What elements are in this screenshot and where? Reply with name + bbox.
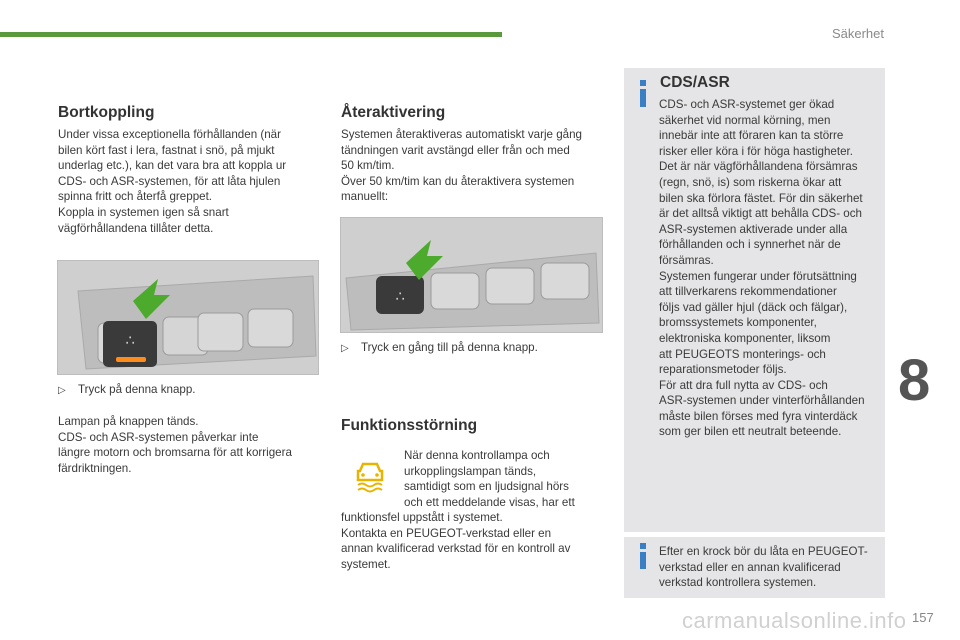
ateraktivering-bullet-text: Tryck en gång till på denna knapp. <box>361 341 538 354</box>
section-title: Säkerhet <box>831 26 884 41</box>
bortkoppling-bullet-text: Tryck på denna knapp. <box>78 383 196 396</box>
button-photo-right <box>340 217 603 333</box>
bortkoppling-body: Under vissa exceptionella förhållanden (när bilen kört fast i lera, fastnat i snö, på mjukt underlag etc.), kan det vara bra att koppla ur CDS- och ASR-systemen, för att låta hjulen spinna fritt och återfå greppet. Koppla in systemen igen så snart vägförhållandena tillåter detta. <box>58 128 287 235</box>
esp-warning-icon <box>352 457 388 493</box>
funktionsstorning-body-right: När denna kontrollampa och urkopplingslampan tänds, samtidigt som en ljudsignal hörs och ett meddelande visas, har ett <box>404 449 575 509</box>
page-number: 157 <box>912 610 934 625</box>
funktionsstorning-body: funktionsfel uppstått i systemet. Kontakta en PEUGEOT-verkstad eller en annan kvalificerad verkstad för en kontroll av systemet. <box>341 511 571 571</box>
svg-text:∴: ∴ <box>125 333 135 349</box>
cds-asr-title: CDS/ASR <box>660 74 730 91</box>
bortkoppling-title: Bortkoppling <box>58 104 155 121</box>
ateraktivering-bullet <box>341 341 538 354</box>
funktionsstorning-title: Funktionsstörning <box>341 417 478 434</box>
info-icon-bar <box>640 552 646 569</box>
cds-asr-body: CDS- och ASR-systemet ger ökad säkerhet vid normal körning, men innebär inte att föraren kan ta större risker eller köra i för höga hastigheter. Det är när vägförhållandena försämras (regn, snö, is) som riskerna ökar att bilen ska förlora fästet. För din säkerhet är det alltså viktigt att behålla CDS- och ASR-systemen aktiverade under alla förhållanden och i synnerhet när de försämras. Systemen fungerar under förutsättning att tillverkarens rekommendationer följs vad gäller hjul (däck och fälgar), bromssystemets komponenter, elektroniska komponenter, liksom att PEUGEOTS monterings- och reparationsmetoder följs. För att dra full nytta av CDS- och ASR-systemen under vinterförhållanden måste bilen förses med fyra vinterdäck som ger bilen ett neutralt beteende. <box>659 98 865 439</box>
ateraktivering-title: Återaktivering <box>341 104 446 121</box>
watermark: carmanualsonline.info <box>682 608 907 633</box>
svg-text:∴: ∴ <box>395 289 405 305</box>
cds-asr-info-box <box>624 68 885 532</box>
cds-asr-note: Efter en krock bör du låta en PEUGEOT- verkstad eller en annan kvalificerad verkstad kontrollera systemen. <box>659 545 868 590</box>
info-icon <box>640 543 646 549</box>
header-accent-bar <box>0 32 502 37</box>
ateraktivering-body: Systemen återaktiveras automatiskt varje gång tändningen varit avstängd eller från och med 50 km/tim. Över 50 km/tim kan du återaktivera systemen manuellt: <box>341 128 583 204</box>
info-icon-bar <box>640 89 646 107</box>
button-photo-left <box>57 260 319 375</box>
bortkoppling-bullet <box>58 383 196 396</box>
pointer-icon: ▷ <box>341 343 349 354</box>
chapter-number: 8 <box>898 348 931 413</box>
info-icon <box>640 80 646 86</box>
pointer-icon: ▷ <box>58 385 66 396</box>
bortkoppling-after: Lampan på knappen tänds. CDS- och ASR-systemen påverkar inte längre motorn och bromsarna för att korrigera färdriktningen. <box>58 415 292 475</box>
cds-asr-note-box <box>624 537 885 598</box>
